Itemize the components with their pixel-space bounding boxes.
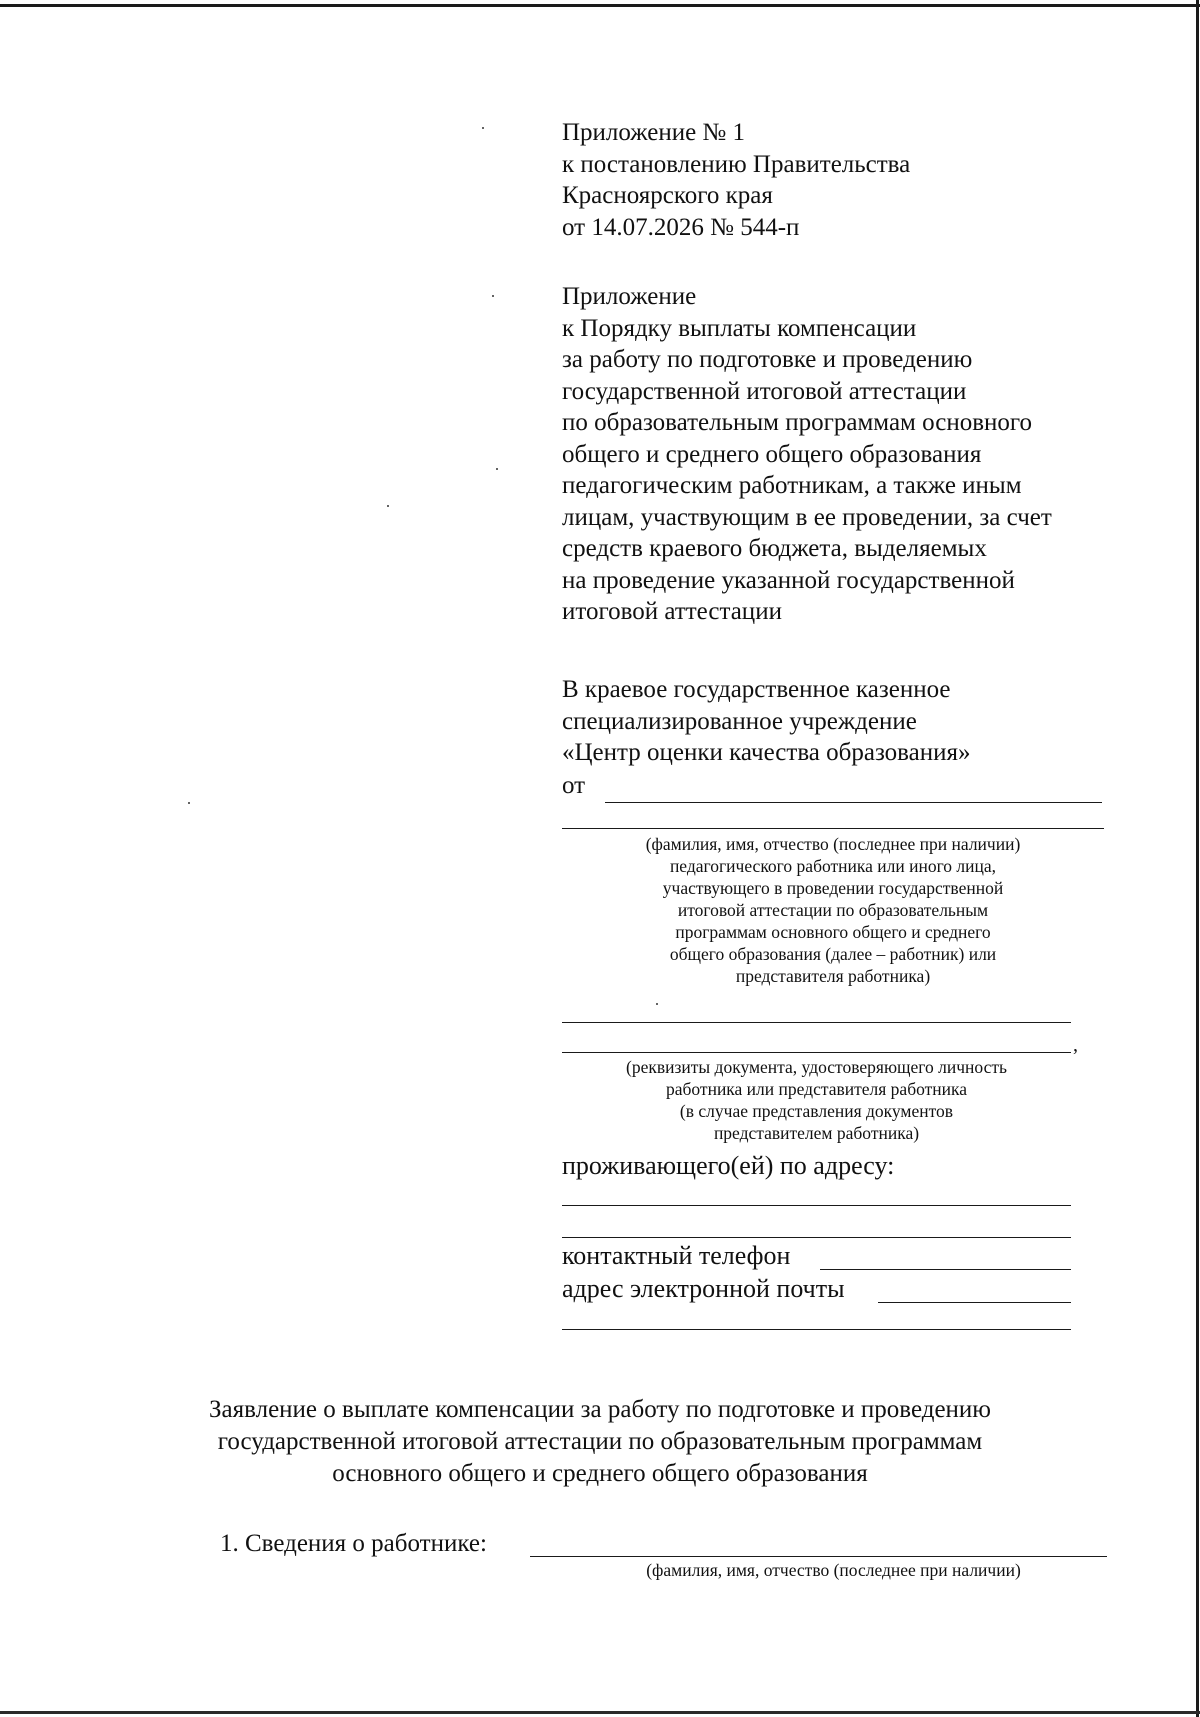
- from-fill-line[interactable]: [605, 802, 1102, 803]
- appendix-header-line: к постановлению Правительства: [562, 150, 911, 178]
- from-fill-line-2[interactable]: [562, 828, 1104, 829]
- section-1: [220, 1528, 487, 1560]
- name-hint-line: общего образования (далее – работник) или: [669, 944, 997, 964]
- scan-speck: [188, 802, 190, 804]
- addressee-line: специализированное учреждение: [562, 707, 917, 735]
- scan-edge-top: [0, 4, 1200, 7]
- document-hint: [562, 1056, 1071, 1144]
- statement-title-line: Заявление о выплате компенсации за работу по подготовке и проведению: [209, 1396, 991, 1423]
- addressee-block: [562, 674, 971, 769]
- name-hint-line: участвующего в проведении государственной: [662, 878, 1004, 898]
- scan-speck: [492, 295, 494, 297]
- phone-row: [562, 1240, 790, 1272]
- address-fill-line-2[interactable]: [562, 1237, 1071, 1238]
- procedure-appendix-line: за работу по подготовке и проведению: [562, 346, 973, 373]
- phone-label: контактный телефон: [562, 1241, 791, 1270]
- document-hint-line: представителем работника): [713, 1123, 920, 1143]
- scan-edge-bottom: [0, 1711, 1200, 1714]
- email-label: адрес электронной почты: [562, 1274, 845, 1303]
- residing-row: [562, 1150, 894, 1182]
- phone-fill-line[interactable]: [820, 1269, 1071, 1270]
- email-fill-line-2[interactable]: [562, 1329, 1071, 1330]
- addressee-line: «Центр оценки качества образования»: [562, 739, 971, 766]
- scan-speck: [387, 505, 389, 507]
- name-hint-line: (фамилия, имя, отчество (последнее при наличии): [645, 834, 1021, 854]
- section-1-hint: [560, 1559, 1107, 1581]
- address-fill-line[interactable]: [562, 1205, 1071, 1206]
- statement-title-line: государственной итоговой аттестации по образовательным программам: [217, 1428, 983, 1455]
- procedure-appendix-line: средств краевого бюджета, выделяемых: [562, 535, 987, 562]
- procedure-appendix: [562, 281, 1052, 628]
- procedure-appendix-line: Приложение: [562, 283, 697, 310]
- from-label: от: [562, 772, 586, 799]
- name-hint-line: представителя работника): [735, 966, 931, 986]
- email-row: [562, 1273, 845, 1305]
- procedure-appendix-line: к Порядку выплаты компенсации: [562, 314, 917, 342]
- section-1-label: 1. Сведения о работнике:: [220, 1530, 487, 1557]
- section-1-hint-text: (фамилия, имя, отчество (последнее при наличии): [646, 1560, 1021, 1580]
- name-hint-line: итоговой аттестации по образовательным: [677, 900, 989, 920]
- appendix-header-line: от 14.07.2026 № 544-п: [562, 213, 800, 241]
- from-row: [562, 770, 585, 802]
- statement-title: [130, 1394, 1070, 1490]
- procedure-appendix-line: итоговой аттестации: [562, 598, 782, 625]
- document-hint-line: работника или представителя работника: [665, 1079, 967, 1099]
- scan-speck: [656, 1003, 658, 1005]
- name-hint-line: педагогического работника или иного лица,: [669, 856, 997, 876]
- scan-speck: [496, 468, 498, 470]
- scan-edge-right: [1196, 0, 1199, 1717]
- addressee-line: В краевое государственное казенное: [562, 676, 951, 703]
- procedure-appendix-line: на проведение указанной государственной: [562, 566, 1015, 594]
- procedure-appendix-line: государственной итоговой аттестации: [562, 377, 967, 405]
- document-hint-line: (в случае представления документов: [679, 1101, 954, 1121]
- comma-mark: [1073, 1030, 1078, 1062]
- document-hint-line: (реквизиты документа, удостоверяющего личность: [626, 1057, 1007, 1077]
- comma-mark-text: ,: [1073, 1034, 1078, 1056]
- document-fill-line[interactable]: [562, 1022, 1071, 1023]
- name-hint: [562, 833, 1104, 987]
- document-fill-line-2[interactable]: [562, 1052, 1071, 1053]
- email-fill-line[interactable]: [878, 1302, 1071, 1303]
- procedure-appendix-line: общего и среднего общего образования: [562, 440, 982, 468]
- residing-label: проживающего(ей) по адресу:: [562, 1151, 895, 1180]
- section-1-fill-line[interactable]: [530, 1556, 1107, 1557]
- appendix-header-line: Приложение № 1: [562, 119, 746, 146]
- scan-speck: [482, 127, 484, 129]
- appendix-header-line: Красноярского края: [562, 182, 773, 209]
- name-hint-line: программам основного общего и среднего: [675, 922, 991, 942]
- procedure-appendix-line: педагогическим работникам, а также иным: [562, 472, 1022, 499]
- statement-title-line: основного общего и среднего общего образования: [332, 1460, 868, 1487]
- procedure-appendix-line: лицам, участвующим в ее проведении, за счет: [562, 503, 1052, 531]
- appendix-header: [562, 117, 910, 243]
- procedure-appendix-line: по образовательным программам основного: [562, 409, 1033, 436]
